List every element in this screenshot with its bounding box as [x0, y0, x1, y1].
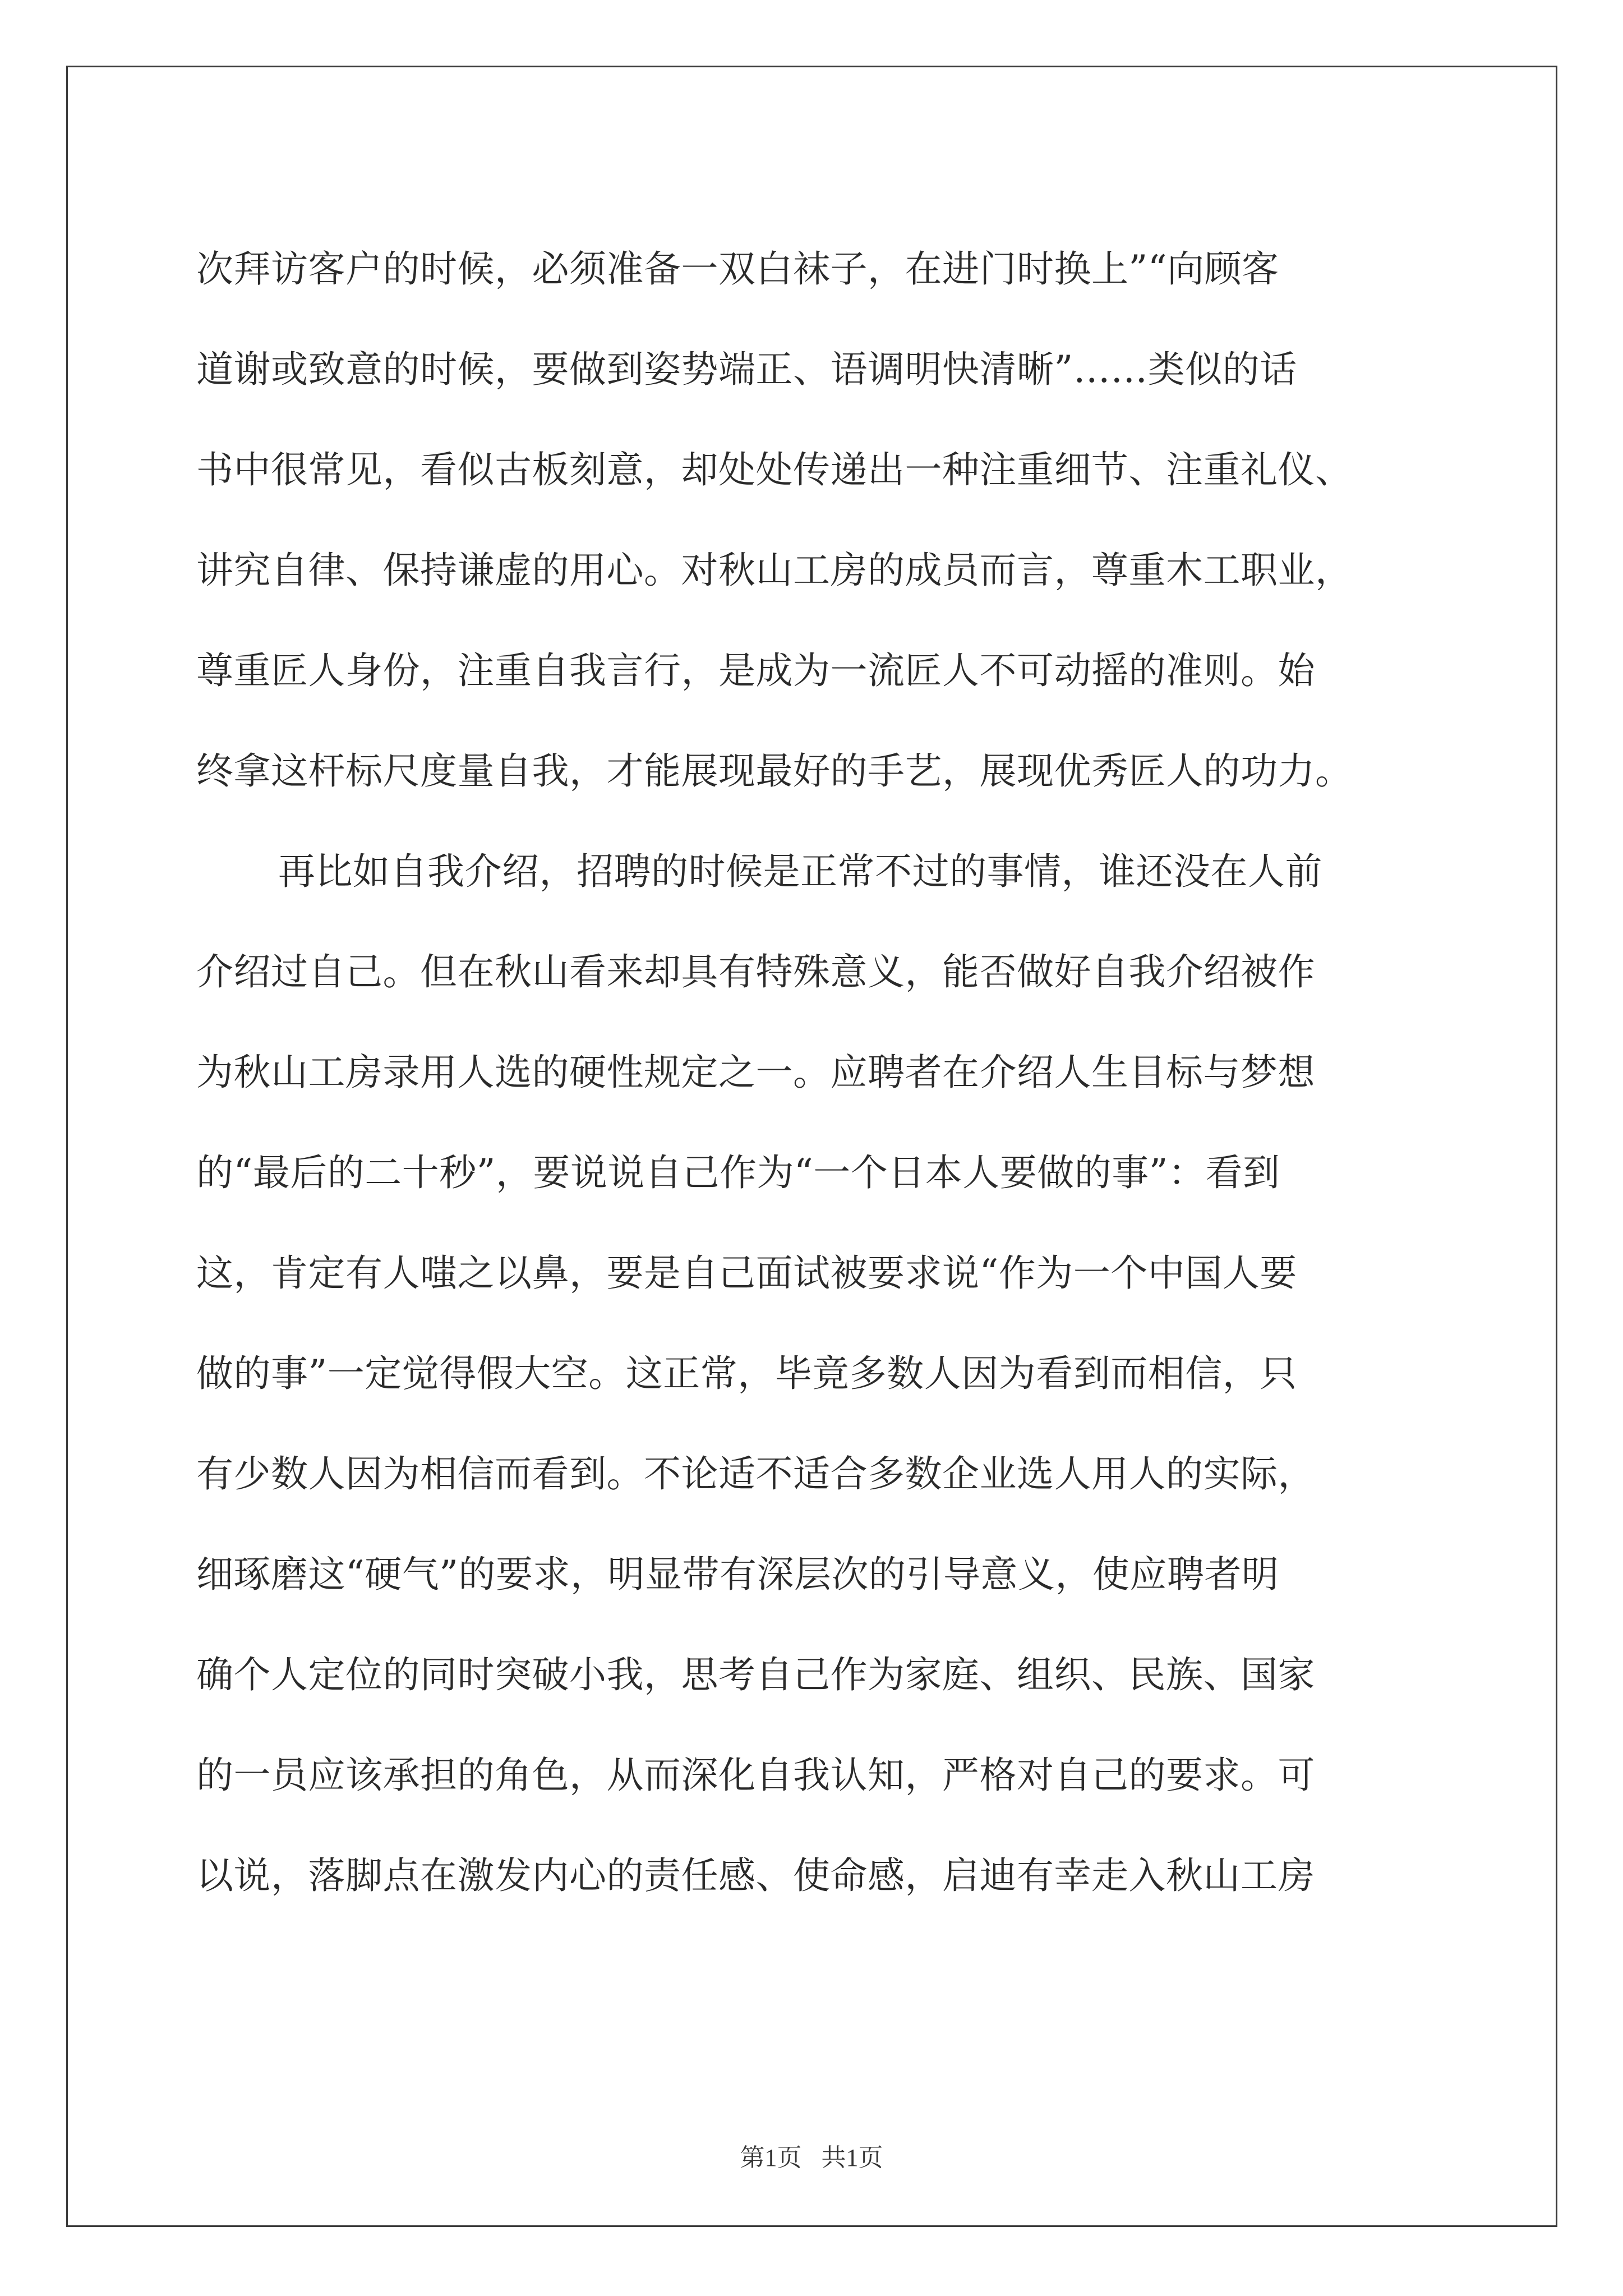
- text-line: 的“最后的二十秒”，要说说自己作为“一个日本人要做的事”：看到: [196, 1151, 1280, 1194]
- text-line: 细琢磨这“硬气”的要求，明显带有深层次的引导意义，使应聘者明: [196, 1553, 1279, 1596]
- text-line: 确个人定位的同时突破小我，思考自己作为家庭、组织、民族、国家: [196, 1653, 1315, 1696]
- text-line: 以说，落脚点在激发内心的责任感、使命感，启迪有幸走入秋山工房: [196, 1854, 1315, 1897]
- text-line: 书中很常见，看似古板刻意，却处处传递出一种注重细节、注重礼仪、: [196, 448, 1353, 491]
- text-line: 道谢或致意的时候，要做到姿势端正、语调明快清晰”……类似的话: [196, 348, 1297, 391]
- text-line: 的一员应该承担的角色，从而深化自我认知，严格对自己的要求。可: [196, 1754, 1315, 1797]
- body-text: [196, 219, 1430, 1926]
- text-line: 这，肯定有人嗤之以鼻，要是自己面试被要求说“作为一个中国人要: [196, 1251, 1297, 1295]
- text-line: 介绍过自己。但在秋山看来却具有特殊意义，能否做好自我介绍被作: [196, 950, 1315, 993]
- text-line: 次拜访客户的时候，必须准备一双白袜子，在进门时换上”“向顾客: [196, 247, 1279, 291]
- text-line: 有少数人因为相信而看到。不论适不适合多数企业选人用人的实际，: [196, 1452, 1315, 1496]
- text-line: 做的事”一定觉得假大空。这正常，毕竟多数人因为看到而相信，只: [196, 1352, 1297, 1395]
- text-line: 讲究自律、保持谦虚的用心。对秋山工房的成员而言，尊重木工职业，: [196, 549, 1353, 592]
- text-line: 尊重匠人身份，注重自我言行，是成为一流匠人不可动摇的准则。始: [196, 649, 1315, 692]
- text-line: 为秋山工房录用人选的硬性规定之一。应聘者在介绍人生目标与梦想: [196, 1051, 1315, 1094]
- page-number: 第1页: [740, 2144, 802, 2171]
- page-total: 共1页: [821, 2144, 883, 2171]
- paragraph-first-line: 再比如自我介绍，招聘的时候是正常不过的事情，谁还没在人前: [278, 850, 1322, 893]
- page-footer: [0, 2137, 1623, 2173]
- text-line: 终拿这杆标尺度量自我，才能展现最好的手艺，展现优秀匠人的功力。: [196, 749, 1353, 793]
